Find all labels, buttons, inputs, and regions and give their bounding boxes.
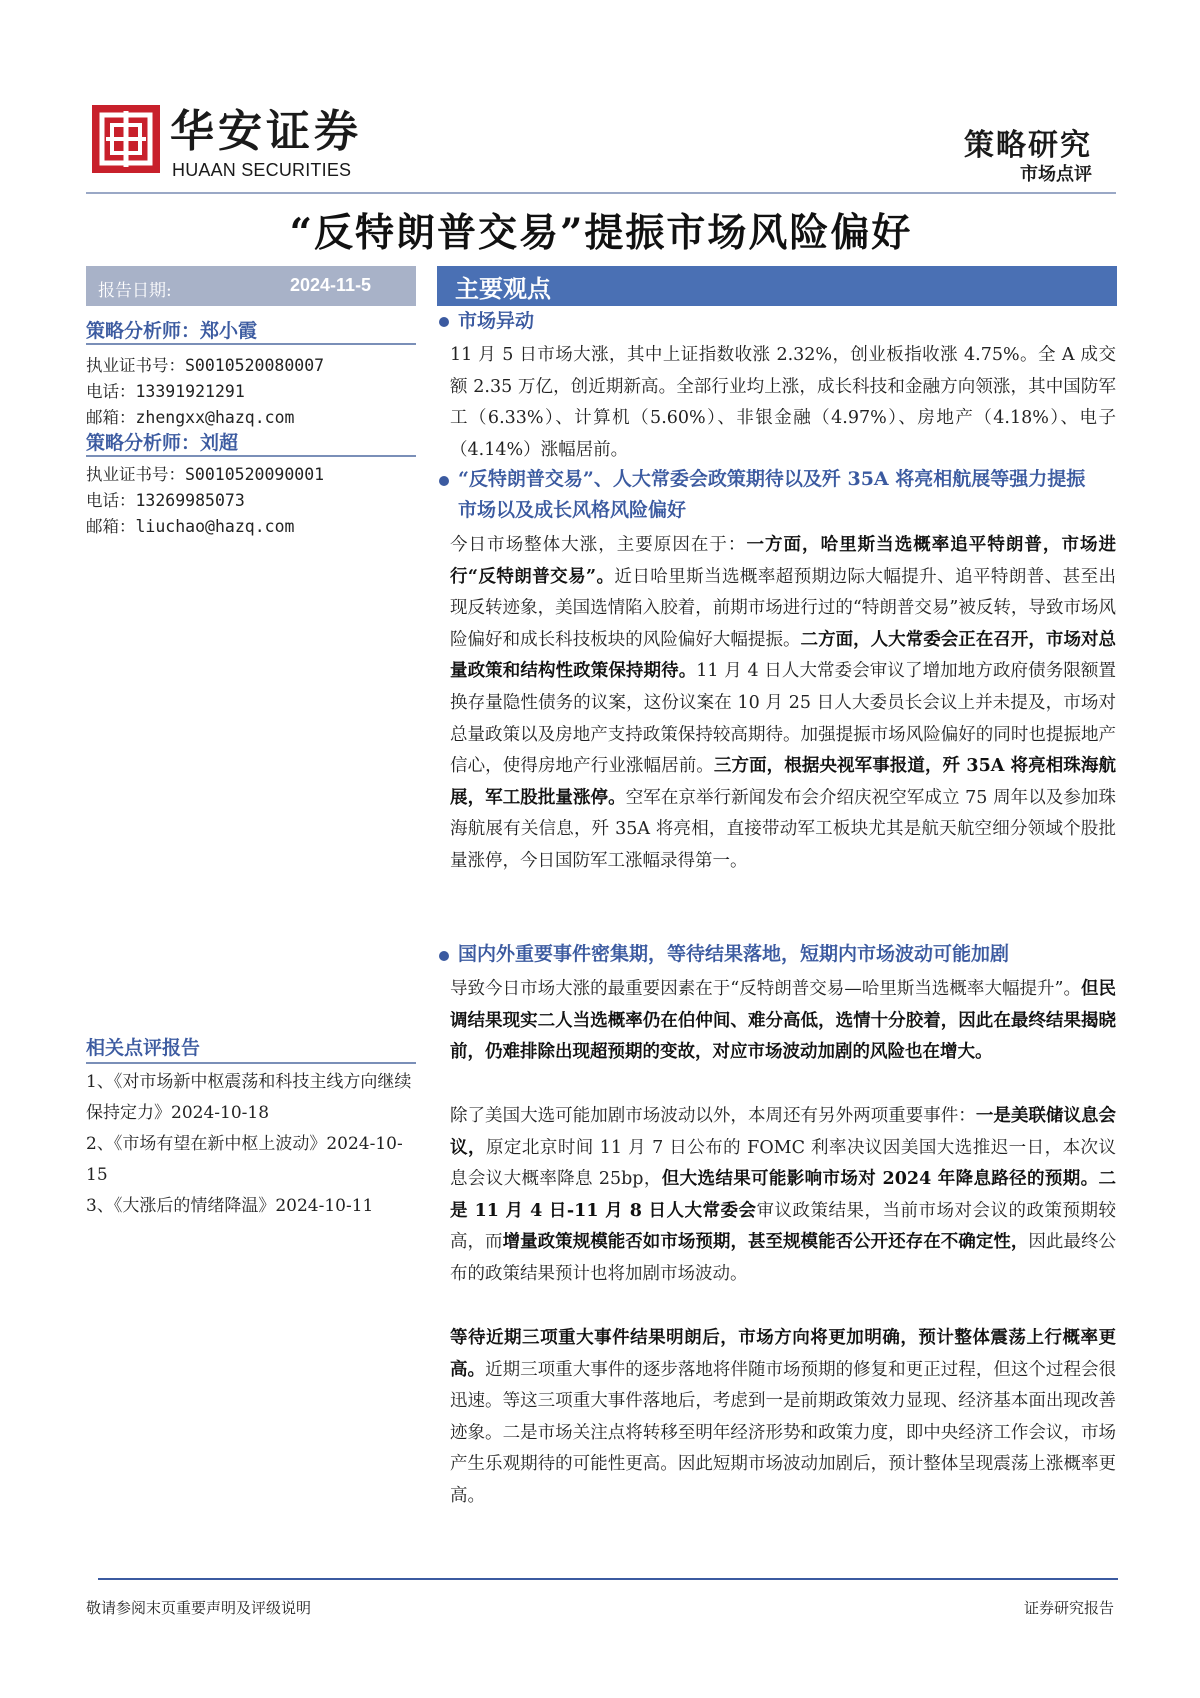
section-2-title: “反特朗普交易”、人大常委会政策期待以及歼 35A 将亮相航展等强力提振市场以及成长风格风险偏好 <box>458 468 1086 521</box>
related-report-item[interactable]: 2、《市场有望在新中枢上波动》2024-10-15 <box>86 1134 403 1185</box>
section-2-paragraph <box>450 530 1116 878</box>
body-text: 导致今日市场大涨的最重要因素在于“反特朗普交易—哈里斯当选概率大幅提升”。 <box>450 979 1081 999</box>
date-label: 报告日期: <box>98 281 172 301</box>
date-value: 2024-11-5 <box>290 275 372 295</box>
report-title: “反特朗普交易”提振市场风险偏好 <box>289 210 913 256</box>
analyst-2-divider <box>86 455 416 457</box>
emphasis-text: 二方面，人大常委会正在召开，市场对总量政策和结构性政策保持期待。 <box>450 629 1117 682</box>
body-text: 近日哈里斯当选概率超预期边际大幅提升、追平特朗普、甚至出现反转迹象，美国选情陷入胶着，前期市场进行过的“特朗普交易”被反转，导致市场风险偏好和成长科技板块的风险偏好大幅提振。 <box>450 566 1116 650</box>
section-1-paragraph <box>450 340 1116 466</box>
body-text: 今日市场整体大涨，主要原因在于： <box>450 535 747 555</box>
analyst-1-phone: 电话：13391921291 <box>86 382 245 401</box>
body-text: 空军在京举行新闻发布会介绍庆祝空军成立 75 周年以及参加珠海航展有关信息，歼 35A 将亮相，直接带动军工板块尤其是航天航空细分领域个股批量涨停，今日国防军工涨幅录得第一。 <box>450 787 1116 871</box>
body-text: 因此最终公布的政策结果预计也将加剧市场波动。 <box>450 1232 1117 1284</box>
body-text: 原定北京时间 11 月 7 日公布的 FOMC 利率决议因美国大选推迟一日，本次议息会议大概率降息 25bp， <box>450 1137 1117 1190</box>
emphasis-text: 增量政策规模能否如市场预期，甚至规模能否公开还存在不确定性， <box>502 1232 1029 1253</box>
related-reports-heading: 相关点评报告 <box>86 1037 201 1059</box>
analyst-2-cert: 执业证书号：S0010520090001 <box>86 465 325 484</box>
emphasis-text: 但民调结果现实二人当选概率仍在伯仲间、难分高低，选情十分胶着，因此在最终结果揭晓前，仍难排除出现超预期的变故，对应市场波动加剧的风险也在增大。 <box>450 979 1117 1063</box>
report-subcategory: 市场点评 <box>1020 164 1092 185</box>
related-reports-divider <box>86 1062 416 1064</box>
emphasis-text: 一是美联储议息会议， <box>450 1106 1117 1158</box>
analyst-2-heading: 策略分析师：刘超 <box>86 432 239 454</box>
body-text: 11 月 5 日市场大涨，其中上证指数收涨 2.32%，创业板指收涨 4.75%。全 A 成交额 2.35 万亿，创近期新高。全部行业均上涨，成长科技和金融方向领涨，其中国防军工（6.33%）、计算机（5.60%）、非银金融（4.97%）、房地产（4.18%）、电子（4.14%）涨幅居前。 <box>450 345 1116 460</box>
footer-report-type: 证券研究报告 <box>1023 1599 1114 1617</box>
footer-disclaimer: 敬请参阅末页重要声明及评级说明 <box>86 1599 312 1617</box>
bullet-icon <box>439 951 449 961</box>
header-divider <box>86 192 1116 194</box>
section-3-paragraph-1 <box>450 974 1116 1069</box>
section-3-paragraph-2 <box>450 1101 1116 1291</box>
bullet-icon <box>439 476 449 486</box>
body-text: 除了美国大选可能加剧市场波动以外，本周还有另外两项重要事件： <box>450 1106 976 1126</box>
section-1-title: 市场异动 <box>458 310 535 332</box>
body-text: 近期三项重大事件的逐步落地将伴随市场预期的修复和更正过程，但这个过程会很迅速。等这三项重大事件落地后，考虑到一是前期政策效力显现、经济基本面出现改善迹象。二是市场关注点将转移至明年经济形势和政策力度，即中央经济工作会议，市场产生乐观期待的可能性更高。因此短期市场波动加剧后，预计整体呈现震荡上涨概率更高。 <box>450 1359 1117 1506</box>
analyst-1-email[interactable]: 邮箱：zhengxx@hazq.com <box>86 408 295 427</box>
emphasis-text: 等待近期三项重大事件结果明朗后，市场方向将更加明确，预计整体震荡上行概率更高。 <box>450 1328 1116 1380</box>
related-report-item[interactable]: 1、《对市场新中枢震荡和科技主线方向继续保持定力》2024-10-18 <box>86 1072 412 1123</box>
analyst-1-heading: 策略分析师：郑小霞 <box>86 320 258 342</box>
analyst-1-cert: 执业证书号：S0010520080007 <box>86 356 325 375</box>
footer-divider <box>98 1578 1118 1580</box>
section-3-title: 国内外重要事件密集期，等待结果落地，短期内市场波动可能加剧 <box>458 943 1010 965</box>
report-category: 策略研究 <box>964 128 1092 163</box>
analyst-1-divider <box>86 343 416 345</box>
section-3-paragraph-3 <box>450 1323 1116 1513</box>
emphasis-text: 但大选结果可能影响市场对 2024 年降息路径的预期。二是 11 月 4 日-11 月 8 日人大常委会 <box>450 1169 1116 1221</box>
related-report-item[interactable]: 3、《大涨后的情绪降温》2024-10-11 <box>86 1196 374 1216</box>
body-text: 审议政策结果，当前市场对会议的政策预期较高，而 <box>450 1200 1116 1253</box>
company-name-cn: 华安证券 <box>170 106 362 157</box>
emphasis-text: 三方面，根据央视军事报道，歼 35A 将亮相珠海航展，军工股批量涨停。 <box>450 756 1116 808</box>
analyst-2-phone: 电话：13269985073 <box>86 491 245 510</box>
analyst-2-email[interactable]: 邮箱：liuchao@hazq.com <box>86 517 295 536</box>
logo-seal-icon <box>92 105 160 173</box>
company-name-en: HUAAN SECURITIES <box>172 160 352 180</box>
company-logo-mark <box>92 105 160 173</box>
body-text: 11 月 4 日人大常委会审议了增加地方政府债务限额置换存量隐性债务的议案，这份议案在 10 月 25 日人大委员长会议上并未提及，市场对总量政策以及房地产支持政策保持较高期待。加强提振市场风险偏好的同时也提振地产信心，使得房地产行业涨幅居前。 <box>450 661 1117 777</box>
emphasis-text: 一方面，哈里斯当选概率追平特朗普，市场进行“反特朗普交易”。 <box>450 535 1117 587</box>
bullet-icon <box>439 317 449 327</box>
main-points-heading: 主要观点 <box>455 274 551 303</box>
